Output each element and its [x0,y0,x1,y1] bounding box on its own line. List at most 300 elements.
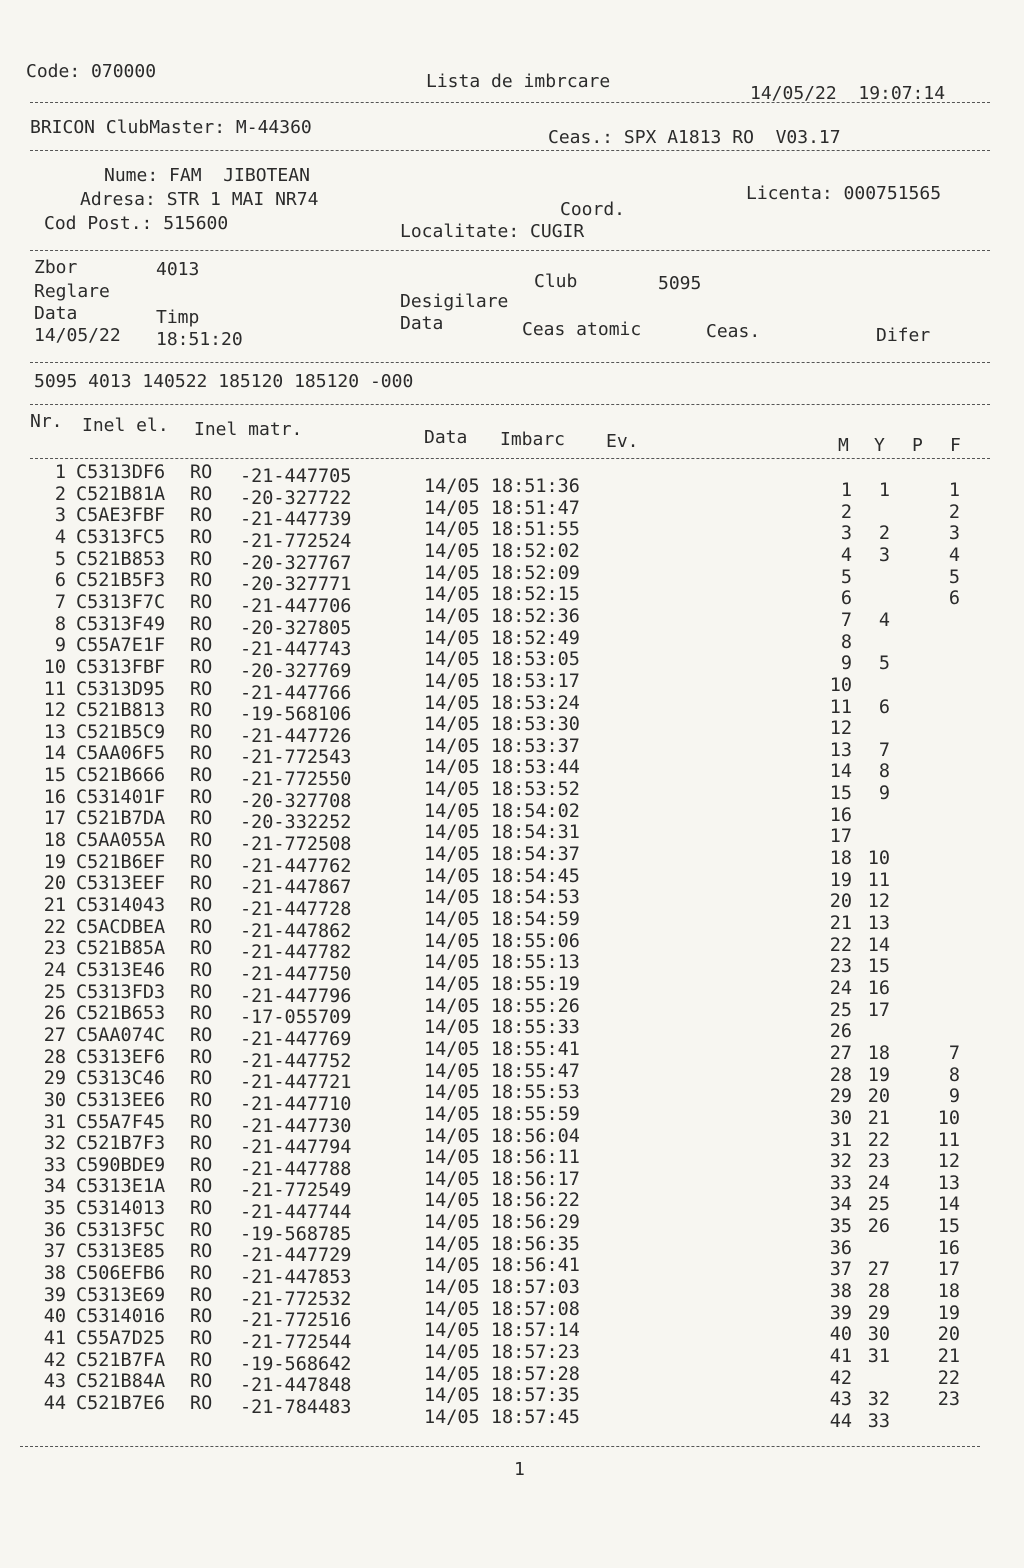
arrival-datetime: 14/05 18:55:06 [424,930,580,952]
country-code: RO [190,808,213,830]
arrival-datetime: 14/05 18:55:33 [424,1017,580,1039]
arrival-datetime: 14/05 18:52:15 [424,584,580,606]
ring-registration: -20-327771 [240,574,352,596]
ring-electronic: C5313DF6 [76,462,166,483]
arrival-datetime: 14/05 18:53:44 [424,757,580,779]
ring-registration: -21-772524 [240,530,352,552]
ring-registration: -20-327805 [240,617,352,639]
col-y-value: 18 [867,1042,890,1064]
arrival-datetime: 14/05 18:52:36 [424,605,580,627]
col-m-value: 14 [829,761,852,783]
row-number: 8 [54,613,66,635]
ring-electronic: C521B7E6 [76,1392,166,1414]
col-f-value: 23 [937,1389,960,1411]
country-code: RO [190,830,213,852]
table-row [0,1392,1024,1432]
arrival-datetime: 14/05 18:51:55 [424,519,580,541]
col-y: Y [874,435,885,456]
col-m-value: 37 [829,1259,852,1281]
ring-electronic: C521B813 [76,700,166,722]
arrival-datetime: 14/05 18:53:30 [424,714,580,736]
country-code: RO [190,548,213,570]
ring-registration: -21-447752 [240,1050,352,1072]
ring-electronic: C5313D95 [76,678,166,700]
country-code: RO [190,505,213,527]
col-y-value: 1 [878,480,890,501]
club-label: Club [534,271,578,292]
row-number: 26 [43,1003,66,1025]
ring-electronic: C5313EEF [76,873,166,895]
arrival-datetime: 14/05 18:51:47 [424,497,580,519]
timp-label: Timp [156,307,200,328]
col-m: M [838,435,849,456]
col-m-value: 19 [829,869,852,891]
row-number: 9 [54,635,66,657]
row-number: 19 [43,851,66,873]
col-f-value: 12 [937,1151,960,1173]
arrival-datetime: 14/05 18:51:36 [424,476,580,497]
ring-registration: -21-447729 [240,1245,352,1267]
ring-registration: -21-447721 [240,1072,352,1094]
clubmaster-label: BRICON ClubMaster: M-44360 [30,117,312,138]
ring-electronic: C521B5F3 [76,570,166,592]
col-f-value: 11 [937,1129,960,1151]
arrival-datetime: 14/05 18:54:02 [424,800,580,822]
col-f-value: 5 [948,566,960,588]
arrival-datetime: 14/05 18:54:31 [424,822,580,844]
col-y-value: 30 [867,1324,890,1346]
ring-registration: -21-772544 [240,1332,352,1353]
ring-electronic: C5313F7C [76,591,166,613]
ring-electronic: C5313E1A [76,1176,166,1198]
col-y-value: 2 [878,523,890,545]
ring-registration: -19-568642 [240,1353,352,1375]
col-m-value: 3 [840,523,852,545]
ring-electronic: C5313EE6 [76,1089,166,1111]
col-f: F [950,435,961,456]
country-code: RO [190,895,213,916]
row-number: 14 [43,743,66,765]
ring-registration: -21-447744 [240,1202,352,1224]
col-m-value: 35 [829,1216,852,1238]
country-code: RO [190,1068,213,1090]
country-code: RO [190,1306,213,1328]
ring-electronic: C55A7E1F [76,635,166,657]
arrival-datetime: 14/05 18:56:04 [424,1125,580,1147]
arrival-datetime: 14/05 18:56:11 [424,1147,580,1169]
col-f-value: 3 [948,523,960,545]
arrival-datetime: 14/05 18:55:41 [424,1038,580,1060]
owner-address: Adresa: STR 1 MAI NR74 [80,189,319,210]
country-code: RO [190,613,213,635]
col-m-value: 31 [829,1129,852,1151]
arrival-datetime: 14/05 18:57:45 [424,1406,580,1428]
country-code: RO [190,591,213,613]
ring-electronic: C5313FD3 [76,981,166,1003]
country-code: RO [190,981,213,1003]
col-y-value: 22 [867,1129,890,1151]
ring-registration: -21-447762 [240,855,352,877]
divider [30,458,990,459]
ring-electronic: C5313C46 [76,1068,166,1090]
row-number: 44 [43,1392,66,1414]
ring-registration: -21-447867 [240,877,352,899]
country-code: RO [190,721,213,743]
row-number: 27 [43,1024,66,1046]
country-code: RO [190,1133,213,1155]
col-m-value: 33 [829,1172,852,1194]
row-number: 40 [43,1306,66,1328]
country-code: RO [190,1024,213,1046]
ring-registration: -21-447766 [240,682,352,704]
col-y-value: 20 [867,1086,890,1108]
ring-registration: -21-447853 [240,1267,352,1289]
ring-electronic: C521B84A [76,1371,166,1393]
ring-registration: -20-327708 [240,790,352,812]
owner-postal-code: Cod Post.: 515600 [44,213,229,234]
ring-registration: -20-327767 [240,552,352,574]
arrival-datetime: 14/05 18:56:17 [424,1168,580,1190]
col-f-value: 1 [948,480,960,501]
col-f-value: 16 [937,1237,960,1259]
row-number: 37 [43,1241,66,1263]
difference-label: Difer [876,325,931,346]
row-number: 4 [54,526,66,548]
reglare-label: Reglare [34,281,110,302]
code-label: Code: 070000 [26,61,157,82]
col-f-value: 13 [937,1172,960,1194]
col-f-value: 6 [948,588,960,610]
col-m-value: 7 [840,609,852,631]
col-m-value: 2 [840,501,852,523]
ring-registration: -21-447848 [240,1375,352,1397]
col-f-value: 22 [937,1367,960,1389]
col-y-value: 15 [867,956,890,978]
divider [30,250,990,251]
country-code: RO [190,765,213,787]
arrival-datetime: 14/05 18:54:45 [424,865,580,887]
col-m-value: 43 [829,1389,852,1411]
ring-registration: -21-772550 [240,769,352,791]
ring-electronic: C5314013 [76,1198,166,1220]
desigilare-label: Desigilare [400,291,509,312]
ring-electronic: C55A7D25 [76,1328,166,1349]
ring-electronic: C521B7F3 [76,1133,166,1155]
arrival-datetime: 14/05 18:52:49 [424,627,580,649]
row-number: 38 [43,1263,66,1285]
col-m-value: 24 [829,977,852,999]
clock-label: Ceas.: SPX A1813 RO V03.17 [548,127,841,148]
col-y-value: 4 [878,609,890,631]
col-y-value: 23 [867,1151,890,1173]
atomic-clock-label: Ceas atomic [522,319,642,340]
row-number: 20 [43,873,66,895]
col-m-value: 38 [829,1281,852,1303]
country-code: RO [190,656,213,678]
row-number: 31 [43,1111,66,1133]
ring-electronic: C5313FC5 [76,526,166,548]
page-title: Lista de imbrcare [426,71,611,92]
ring-electronic: C5313EF6 [76,1046,166,1068]
country-code: RO [190,1111,213,1133]
row-number: 25 [43,981,66,1003]
ring-electronic: C590BDE9 [76,1154,166,1176]
ring-electronic: C521B81A [76,483,166,505]
row-number: 28 [43,1046,66,1068]
ring-registration: -21-447743 [240,639,352,661]
ring-registration: -21-447794 [240,1137,352,1159]
country-code: RO [190,1263,213,1285]
ring-electronic: C521B853 [76,548,166,570]
ring-registration: -19-568106 [240,704,352,726]
row-number: 35 [43,1198,66,1220]
row-number: 42 [43,1349,66,1371]
col-y-value: 5 [878,653,890,675]
ring-registration: -21-447769 [240,1028,352,1050]
col-y-value: 29 [867,1302,890,1324]
ring-registration: -21-447706 [240,595,352,617]
arrival-datetime: 14/05 18:55:26 [424,995,580,1017]
col-y-value: 33 [867,1410,890,1432]
col-m-value: 22 [829,934,852,956]
col-m-value: 44 [829,1410,852,1432]
col-m-value: 29 [829,1086,852,1108]
col-m-value: 32 [829,1151,852,1173]
divider [20,1446,980,1447]
ring-electronic: C5313E69 [76,1284,166,1306]
row-number: 32 [43,1133,66,1155]
col-m-value: 18 [829,848,852,870]
data-label: Data [34,303,78,324]
ring-registration: -19-568785 [240,1223,352,1245]
arrival-datetime: 14/05 18:56:22 [424,1190,580,1212]
clock-column-label: Ceas. [706,321,761,342]
country-code: RO [190,570,213,592]
col-f-value: 9 [948,1086,960,1108]
col-nr: Nr. [30,411,63,432]
col-f-value: 15 [937,1216,960,1238]
col-m-value: 28 [829,1064,852,1086]
ring-electronic: C5AE3FBF [76,505,166,527]
club-number: 5095 [658,273,702,294]
col-arrival: Imbarc [500,429,566,450]
col-y-value: 27 [867,1259,890,1281]
row-number: 11 [43,678,66,700]
col-y-value: 9 [878,783,890,805]
arrival-datetime: 14/05 18:54:59 [424,909,580,930]
ring-registration: -21-447730 [240,1115,352,1137]
arrival-datetime: 14/05 18:56:29 [424,1212,580,1234]
col-y-value: 32 [867,1389,890,1411]
country-code: RO [190,1241,213,1263]
arrival-datetime: 14/05 18:55:13 [424,952,580,974]
col-y-value: 21 [867,1107,890,1129]
col-f-value: 4 [948,544,960,566]
print-datetime: 14/05/22 19:07:14 [750,83,946,104]
country-code: RO [190,1003,213,1025]
country-code: RO [190,462,213,483]
ring-electronic: C5313E85 [76,1241,166,1263]
row-number: 12 [43,700,66,722]
col-y-value: 16 [867,977,890,999]
arrival-datetime: 14/05 18:57:14 [424,1320,580,1342]
country-code: RO [190,1198,213,1220]
row-number: 34 [43,1176,66,1198]
country-code: RO [190,1154,213,1176]
row-number: 1 [54,462,66,483]
col-y-value: 14 [867,934,890,956]
page-number: 1 [514,1459,525,1480]
ring-electronic: C5ACDBEA [76,916,166,938]
country-code: RO [190,526,213,548]
col-m-value: 34 [829,1194,852,1216]
arrival-datetime: 14/05 18:55:19 [424,973,580,995]
reglare-time: 18:51:20 [156,329,243,350]
row-number: 3 [54,505,66,527]
ring-electronic: C5313FBF [76,656,166,678]
row-number: 5 [54,548,66,570]
col-f-value: 14 [937,1194,960,1216]
col-y-value: 28 [867,1281,890,1303]
owner-name: Nume: FAM JIBOTEAN [104,165,310,186]
row-number: 13 [43,721,66,743]
ring-electronic: C5313F49 [76,613,166,635]
ring-electronic: C5AA055A [76,830,166,852]
arrival-datetime: 14/05 18:53:05 [424,649,580,671]
ring-registration: -21-784483 [240,1396,352,1418]
ring-registration: -21-447750 [240,963,352,985]
country-code: RO [190,1392,213,1414]
col-y-value: 19 [867,1064,890,1086]
ring-registration: -20-327769 [240,660,352,682]
col-m-value: 27 [829,1042,852,1064]
country-code: RO [190,938,213,960]
col-y-value: 8 [878,761,890,783]
country-code: RO [190,916,213,938]
col-y-value: 3 [878,544,890,566]
row-number: 39 [43,1284,66,1306]
country-code: RO [190,1219,213,1241]
row-number: 33 [43,1154,66,1176]
country-code: RO [190,743,213,765]
ring-registration: -21-772532 [240,1288,352,1310]
ring-electronic: C5313E46 [76,959,166,981]
col-m-value: 8 [840,631,852,653]
arrival-datetime: 14/05 18:53:37 [424,735,580,757]
arrival-datetime: 14/05 18:57:08 [424,1298,580,1320]
arrival-datetime: 14/05 18:54:53 [424,887,580,909]
country-code: RO [190,1046,213,1068]
row-number: 23 [43,938,66,960]
ring-electronic: C521B85A [76,938,166,960]
col-m-value: 21 [829,913,852,934]
arrival-datetime: 14/05 18:56:35 [424,1233,580,1255]
ring-registration: -20-332252 [240,812,352,834]
arrival-datetime: 14/05 18:52:02 [424,540,580,562]
arrival-datetime: 14/05 18:54:37 [424,844,580,866]
divider [30,362,990,363]
arrival-datetime: 14/05 18:53:17 [424,670,580,692]
owner-locality: Localitate: CUGIR [400,221,585,242]
col-m-value: 10 [829,674,852,696]
row-number: 30 [43,1089,66,1111]
country-code: RO [190,1328,213,1349]
arrival-datetime: 14/05 18:55:47 [424,1060,580,1082]
col-m-value: 40 [829,1324,852,1346]
col-m-value: 13 [829,739,852,761]
col-f-value: 17 [937,1259,960,1281]
row-number: 6 [54,570,66,592]
coord-label: Coord. [560,199,626,220]
flight-number: 4013 [156,259,200,280]
country-code: RO [190,873,213,895]
col-f-value: 18 [937,1281,960,1303]
col-m-value: 26 [829,1021,852,1043]
col-ev: Ev. [606,431,639,452]
col-date: Data [424,427,468,448]
col-y-value: 11 [867,869,890,891]
arrival-datetime: 14/05 18:53:24 [424,692,580,714]
reglare-date: 14/05/22 [34,325,121,346]
col-f-value: 20 [937,1324,960,1346]
col-m-value: 42 [829,1367,852,1389]
col-m-value: 16 [829,804,852,826]
col-m-value: 36 [829,1237,852,1259]
arrival-datetime: 14/05 18:57:35 [424,1385,580,1407]
ring-registration: -21-772508 [240,834,352,856]
col-m-value: 30 [829,1107,852,1129]
country-code: RO [190,786,213,808]
ring-electronic: C521B7FA [76,1349,166,1371]
arrival-datetime: 14/05 18:52:09 [424,562,580,584]
row-number: 24 [43,959,66,981]
col-m-value: 6 [840,588,852,610]
row-number: 29 [43,1068,66,1090]
ring-electronic: C531401F [76,786,166,808]
ring-registration: -17-055709 [240,1007,352,1029]
row-number: 10 [43,656,66,678]
col-y-value: 24 [867,1172,890,1194]
arrival-datetime: 14/05 18:56:41 [424,1255,580,1277]
ring-registration: -20-327722 [240,487,352,509]
col-m-value: 41 [829,1346,852,1367]
col-m-value: 23 [829,956,852,978]
ring-electronic: C5314016 [76,1306,166,1328]
col-y-value: 17 [867,999,890,1021]
ring-registration: -21-772549 [240,1180,352,1202]
ring-electronic: C55A7F45 [76,1111,166,1133]
col-y-value: 12 [867,891,890,913]
col-m-value: 5 [840,566,852,588]
col-f-value: 19 [937,1302,960,1324]
ring-electronic: C521B5C9 [76,721,166,743]
row-number: 18 [43,830,66,852]
arrival-datetime: 14/05 18:55:53 [424,1082,580,1104]
col-m-value: 1 [840,480,852,501]
country-code: RO [190,635,213,657]
country-code: RO [190,959,213,981]
arrival-datetime: 14/05 18:53:52 [424,779,580,801]
ring-electronic: C521B666 [76,765,166,787]
row-number: 17 [43,808,66,830]
col-m-value: 4 [840,544,852,566]
ring-electronic: C521B7DA [76,808,166,830]
col-m-value: 25 [829,999,852,1021]
country-code: RO [190,1089,213,1111]
col-y-value: 6 [878,696,890,718]
country-code: RO [190,1176,213,1198]
data2-label: Data [400,313,444,334]
